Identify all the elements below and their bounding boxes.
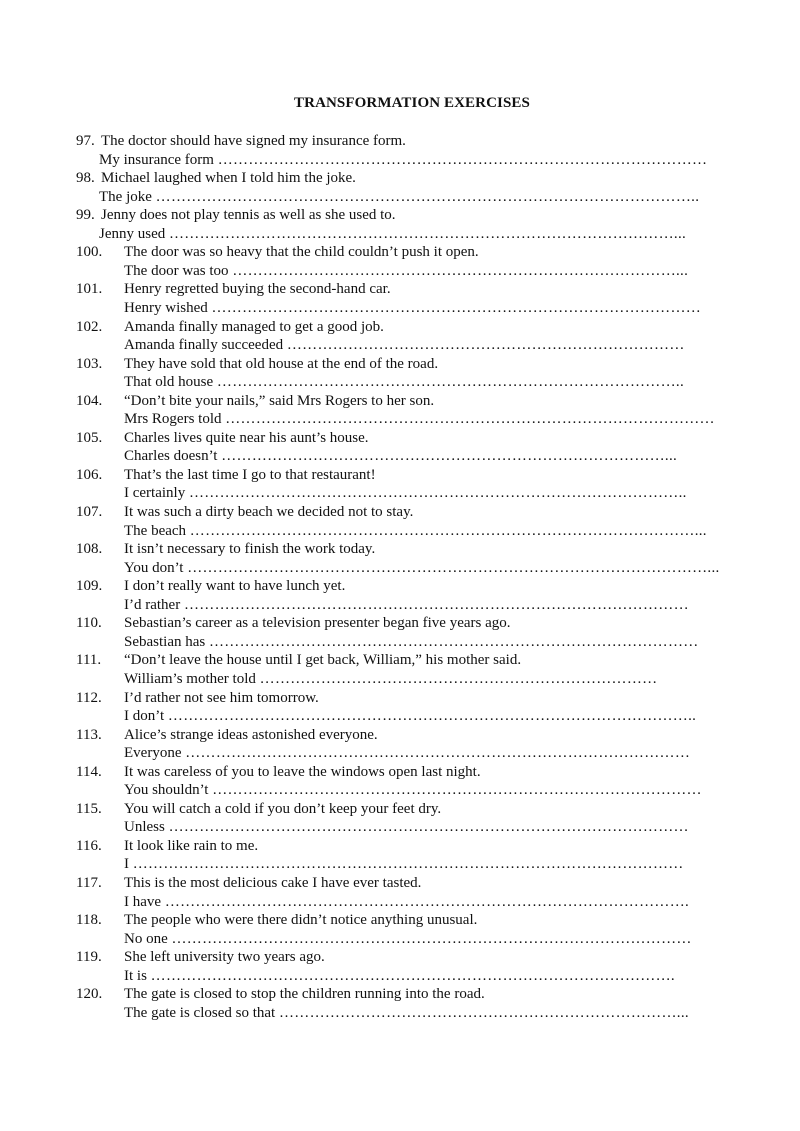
exercise-sentence: It look like rain to me. — [124, 837, 259, 854]
exercise-answer-line — [124, 744, 724, 763]
answer-blank[interactable]: ……………………………………………………………………………... — [221, 448, 678, 465]
exercise-sentence-line — [0, 985, 800, 1004]
exercise-number: 120. — [76, 986, 103, 1003]
exercise-answer-line — [124, 410, 724, 429]
exercise-sentence: The gate is closed to stop the children running into the road. — [124, 986, 485, 1003]
exercise-prompt: I — [124, 856, 129, 873]
exercise-sentence-line — [0, 614, 800, 633]
exercise-number: 116. — [76, 837, 102, 854]
exercise-prompt: I certainly — [124, 485, 186, 502]
exercise-sentence-line — [0, 689, 800, 708]
exercise-sentence: It was careless of you to leave the windows open last night. — [124, 763, 481, 780]
exercise-sentence-line — [0, 540, 800, 559]
exercise-sentence: “Don’t bite your nails,” said Mrs Rogers to her son. — [124, 392, 435, 409]
exercise-prompt: I’d rather — [124, 596, 181, 613]
exercise-sentence-line — [0, 763, 800, 782]
exercise-number: 114. — [76, 763, 102, 780]
answer-blank[interactable]: …………………………………………………………………………………… — [212, 782, 702, 799]
exercise-prompt: I have — [124, 893, 162, 910]
exercise-prompt: No one — [124, 930, 168, 947]
exercise-number: 111. — [76, 652, 102, 669]
exercise-number: 105. — [76, 429, 103, 446]
exercise-sentence-line — [0, 132, 800, 151]
exercise-answer-line — [124, 596, 724, 615]
exercise-sentence-line — [0, 651, 800, 670]
exercise-prompt: Henry wished — [124, 299, 208, 316]
exercise-sentence: They have sold that old house at the end of the road. — [124, 355, 439, 372]
exercise-sentence: The door was so heavy that the child couldn’t push it open. — [124, 244, 479, 261]
exercise-answer-line — [124, 522, 724, 541]
answer-blank[interactable]: ……………………………………………………………………………………… — [183, 596, 689, 613]
exercise-sentence: It was such a dirty beach we decided not to stay. — [124, 504, 414, 520]
exercise-prompt: That old house — [124, 374, 214, 391]
exercise-prompt: You shouldn’t — [124, 782, 209, 799]
exercise-sentence-line — [0, 392, 800, 411]
exercise-prompt: Unless — [124, 819, 165, 836]
exercise-answer-line — [124, 484, 724, 503]
exercise-answer-line — [124, 967, 724, 986]
exercise-prompt: I don’t — [124, 708, 165, 725]
exercise-prompt: The door was too — [124, 262, 229, 279]
exercise-answer-line — [124, 447, 724, 466]
exercise-sentence: Michael laughed when I told him the joke. — [101, 170, 356, 187]
exercise-number: 110. — [76, 615, 102, 632]
exercise-number: 108. — [76, 541, 103, 558]
answer-blank[interactable]: …………………………………………………………………………………… — [211, 299, 702, 316]
exercise-number: 107. — [76, 504, 103, 520]
exercise-prompt: Charles doesn’t — [124, 448, 218, 465]
exercise-prompt: It is — [124, 967, 147, 984]
exercise-sentence: The doctor should have signed my insurance form. — [101, 133, 406, 149]
exercise-sentence-line — [0, 948, 800, 967]
exercise-answer-line — [99, 225, 724, 244]
answer-blank[interactable]: …………………………………………………………………………………… — [225, 411, 715, 428]
answer-blank[interactable]: …………………………………………………………………………………………….. — [155, 188, 700, 205]
exercise-answer-line — [99, 188, 724, 207]
exercise-prompt: You don’t — [124, 559, 184, 576]
exercise-prompt: The gate is closed so that — [124, 1004, 276, 1021]
exercise-prompt: Jenny used — [99, 225, 166, 242]
answer-blank[interactable]: ………………………………………………………………………………………... — [169, 225, 687, 242]
answer-blank[interactable]: ………………………………………………………………………………………….. — [167, 708, 697, 725]
exercise-number: 117. — [76, 875, 102, 891]
exercise-sentence-line — [0, 466, 800, 485]
exercise-answer-line — [124, 299, 724, 318]
exercise-sentence: She left university two years ago. — [124, 949, 325, 966]
exercise-number: 118. — [76, 912, 102, 929]
exercise-sentence-line — [0, 726, 800, 745]
exercise-answer-line — [124, 373, 724, 392]
exercise-answer-line — [124, 1004, 724, 1023]
exercise-sentence-line — [0, 577, 800, 596]
answer-blank[interactable]: …………………………………………………………………………………………. — [164, 893, 690, 910]
exercise-number: 113. — [76, 726, 102, 743]
exercise-sentence-line — [0, 911, 800, 930]
exercise-answer-line — [124, 707, 724, 726]
exercise-sentence: Henry regretted buying the second-hand car. — [124, 281, 391, 298]
exercise-sentence: Alice’s strange ideas astonished everyone. — [124, 726, 378, 743]
exercise-answer-line — [124, 893, 724, 912]
exercise-sentence-line — [0, 874, 800, 893]
exercise-number: 99. — [76, 207, 95, 224]
exercise-number: 115. — [76, 800, 102, 817]
exercise-number: 98. — [76, 170, 95, 187]
exercise-answer-line — [124, 855, 724, 874]
exercise-number: 103. — [76, 355, 103, 372]
page-title: TRANSFORMATION EXERCISES — [294, 95, 530, 111]
exercise-sentence-line — [0, 318, 800, 337]
answer-blank[interactable]: …………………………………………………………………………………… — [217, 151, 708, 168]
exercise-answer-line — [124, 781, 724, 800]
answer-blank[interactable]: ……………………………………………………………………………... — [232, 262, 689, 279]
exercise-sentence-line — [0, 800, 800, 819]
exercise-prompt: Mrs Rogers told — [124, 411, 222, 428]
answer-blank[interactable]: ………………………………………………………………………………………... — [189, 522, 707, 539]
answer-blank[interactable]: …………………………………………………………………………………….. — [188, 485, 687, 502]
exercise-sentence-line — [0, 206, 800, 225]
exercise-answer-line — [124, 818, 724, 837]
exercise-sentence-line — [0, 429, 800, 448]
exercise-answer-line — [124, 336, 724, 355]
exercise-sentence-line — [0, 280, 800, 299]
exercise-prompt: Amanda finally succeeded — [124, 337, 284, 354]
exercise-answer-line — [124, 559, 724, 578]
exercise-number: 97. — [76, 133, 95, 149]
exercise-answer-line — [124, 670, 724, 689]
exercise-sentence: Amanda finally managed to get a good job. — [124, 318, 384, 335]
exercise-number: 104. — [76, 392, 103, 409]
exercise-sentence: You will catch a cold if you don’t keep your feet dry. — [124, 800, 442, 817]
exercise-prompt: William’s mother told — [124, 670, 256, 687]
exercise-sentence: It isn’t necessary to finish the work today. — [124, 541, 376, 558]
answer-blank[interactable]: …………………………………………………………………………………… — [208, 633, 699, 650]
exercise-prompt: My insurance form — [99, 151, 214, 168]
exercise-sentence-line — [0, 243, 800, 262]
exercise-sentence: Jenny does not play tennis as well as she used to. — [101, 207, 396, 224]
exercise-number: 100. — [76, 244, 103, 261]
exercise-sentence: This is the most delicious cake I have ever tasted. — [124, 875, 422, 891]
exercise-prompt: Sebastian has — [124, 633, 206, 650]
answer-blank[interactable]: ……………………………………………………………………... — [278, 1004, 689, 1021]
exercise-number: 109. — [76, 578, 103, 595]
exercise-sentence-line — [0, 503, 800, 522]
exercise-sentence-line — [0, 355, 800, 374]
answer-blank[interactable]: ………………………………………………………………………………………… — [171, 930, 692, 947]
exercise-sentence-line — [0, 837, 800, 856]
exercise-number: 101. — [76, 281, 103, 298]
exercise-prompt: The beach — [124, 522, 187, 539]
exercise-sentence-line — [0, 169, 800, 188]
exercise-number: 112. — [76, 689, 102, 706]
answer-blank[interactable]: ……………………………………………………………………………………………… — [132, 856, 684, 873]
exercise-answer-line — [99, 151, 724, 170]
exercise-answer-line — [124, 930, 724, 949]
exercise-number: 106. — [76, 466, 103, 483]
answer-blank[interactable]: ……………………………………………………………………………………… — [185, 745, 691, 762]
exercise-sentence: Charles lives quite near his aunt’s house. — [124, 429, 369, 446]
exercise-sentence: I don’t really want to have lunch yet. — [124, 578, 346, 595]
exercise-answer-line — [124, 633, 724, 652]
exercise-sentence: That’s the last time I go to that restaurant! — [124, 466, 376, 483]
answer-blank[interactable]: …………………………………………………………………… — [259, 670, 658, 687]
exercise-sentence: “Don’t leave the house until I get back, William,” his mother said. — [124, 652, 522, 669]
exercise-answer-line — [124, 262, 724, 281]
exercise-prompt: The joke — [99, 188, 152, 205]
exercise-sentence: The people who were there didn’t notice anything unusual. — [124, 912, 478, 929]
exercise-sentence: I’d rather not see him tomorrow. — [124, 689, 319, 706]
answer-blank[interactable]: ………………………………………………………………………………………… — [168, 819, 689, 836]
answer-blank[interactable]: ……………………………………………………………………………….. — [216, 374, 685, 391]
exercise-sentence: Sebastian’s career as a television presenter began five years ago. — [124, 615, 511, 632]
exercise-number: 119. — [76, 949, 102, 966]
answer-blank[interactable]: …………………………………………………………………………………………... — [187, 559, 720, 576]
exercise-prompt: Everyone — [124, 745, 182, 762]
answer-blank[interactable]: …………………………………………………………………………………………. — [150, 967, 675, 984]
answer-blank[interactable]: …………………………………………………………………… — [286, 337, 685, 354]
exercise-number: 102. — [76, 318, 103, 335]
